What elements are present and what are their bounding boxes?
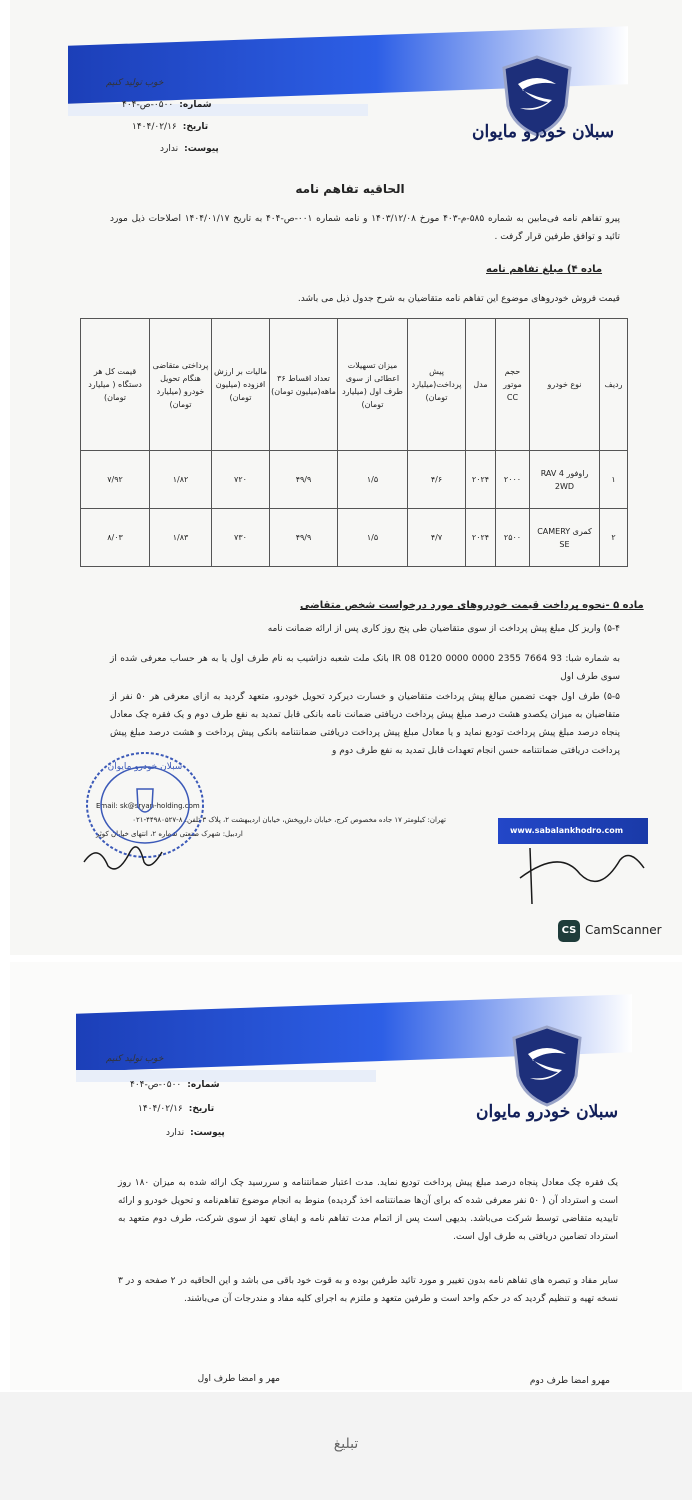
website-url: www.sabalankhodro.com [510, 826, 624, 835]
camscanner-logo-icon: CS [558, 920, 580, 942]
stamp-text: سبلان خودرو مایوان [107, 762, 183, 772]
letter-number [130, 1080, 220, 1090]
signature-left [78, 822, 168, 882]
article-5-heading: ماده ۵ -نحوه پرداخت قیمت خودروهای مورد درخواست شخص متقاضی [300, 600, 644, 611]
footer-email: Email: sk@sryan-holding.com [96, 802, 200, 810]
handwritten-note: خوب تولید کنیم [106, 1054, 164, 1064]
signature-right [510, 838, 650, 908]
table-cell: ۱ [600, 451, 628, 509]
table-cell: ۲۰۲۴ [466, 509, 496, 567]
table-cell: ۱/۸۲ [150, 451, 212, 509]
handwritten-note: خوب تولید کنیم [106, 78, 164, 88]
table-cell: ۴/۷ [408, 509, 466, 567]
letter-number-label: شماره: [187, 1080, 220, 1090]
letter-number-label: شماره: [179, 100, 212, 110]
price-table [80, 318, 628, 567]
ad-label: تبلیغ [333, 1436, 359, 1452]
intro-paragraph: پیرو تفاهم نامه فی‌مابین به شماره ۵۸۵-م-۴۰۳ مورخ ۱۴۰۳/۱۲/۰۸ و نامه شماره ۰۰۱-ص-۴۰۴ به تاریخ ۱۴۰۴/۰۱/۱۷ اصلاحات ذیل مورد تائید و توافق طرفین قرار گرفت . [110, 214, 621, 242]
sabalan-logo-icon [510, 1024, 584, 1108]
table-cell: ۱/۵ [338, 509, 408, 567]
document-page-2 [10, 962, 682, 1390]
page-2-paragraph-2: سایر مفاد و تبصره های تفاهم نامه بدون تغییر و مورد تائید طرفین بوده و به قوت خود باقی می باشد و این الحاقیه در ۲ صفحه و در ۳ نسخه تهیه و تنظیم گردید که در حکم واحد است و طرفین متعهد و ملتزم به اجرای کلیه مفاد و مندرجات آن می‌باشند. [118, 1276, 618, 1304]
table-cell: ۴۹/۹ [270, 509, 338, 567]
letter-attachment [166, 1128, 225, 1138]
letter-number-value: ۰۵۰۰-ص-۴۰۴ [122, 100, 174, 110]
footer-address-2: اردبیل: شهرک صنعتی شماره ۲، انتهای خیابان کوثر [96, 830, 243, 838]
letter-attachment-value: ندارد [160, 144, 179, 154]
table-row [81, 451, 628, 509]
letter-date-label: تاریخ: [188, 1104, 215, 1114]
clause-5-4: ۵-۴) واریز کل مبلغ پیش پرداخت از سوی متقاضیان طی پنج روز کاری پس از ارائه ضمانت نامه [267, 624, 620, 634]
table-cell: ۲۰۰۰ [496, 451, 530, 509]
letter-date-value: ۱۴۰۴/۰۲/۱۶ [132, 122, 177, 132]
table-header-cell: مدل [466, 319, 496, 451]
table-cell: ۲ [600, 509, 628, 567]
table-cell: ۱/۵ [338, 451, 408, 509]
table-cell: کمری CAMERY SE [530, 509, 600, 567]
company-name: سبلان خودرو مایوان [476, 1102, 619, 1122]
table-row [81, 509, 628, 567]
table-cell: ۷/۹۲ [81, 451, 150, 509]
article-4-text: قیمت فروش خودروهای موضوع این تفاهم نامه متقاضیان به شرح جدول ذیل می باشد. [297, 294, 620, 304]
header-light-band [76, 1070, 376, 1082]
document-title: الحاقیه تفاهم نامه [295, 182, 405, 196]
table-header-cell: نوع خودرو [530, 319, 600, 451]
table-header-cell: تعداد اقساط ۳۶ ماهه(میلیون تومان) [270, 319, 338, 451]
letter-number-value: ۰۵۰۰-ص-۴۰۴ [130, 1080, 182, 1090]
first-party-signature-label: مهر و امضا طرف اول [197, 1374, 280, 1384]
table-cell: ۷۲۰ [212, 451, 270, 509]
table-header-cell: حجم موتور CC [496, 319, 530, 451]
article-4-heading: ماده ۴) مبلغ تفاهم نامه [486, 264, 603, 275]
table-cell: ۷۳۰ [212, 509, 270, 567]
letter-number [122, 100, 212, 110]
table-cell: ۴/۶ [408, 451, 466, 509]
letter-date-value: ۱۴۰۴/۰۲/۱۶ [138, 1104, 183, 1114]
table-header-cell: پرداختی متقاضی هنگام تحویل خودرو (میلیارد تومان) [150, 319, 212, 451]
camscanner-label: CamScanner [585, 923, 662, 937]
table-cell: ۱/۸۳ [150, 509, 212, 567]
table-cell: ۲۰۲۴ [466, 451, 496, 509]
bank-details: به شماره شبا: IR 08 0120 0000 0000 2355 7664 93 بانک ملت شعبه دزاشیب به نام طرف اول یا به هر حساب معرفی شده از سوی طرف اول [110, 654, 620, 682]
letter-date-label: تاریخ: [182, 122, 209, 132]
camscanner-watermark [558, 918, 662, 944]
letter-attachment-label: پیوست: [190, 1128, 225, 1138]
table-cell: ۴۹/۹ [270, 451, 338, 509]
table-header-cell: مالیات بر ارزش افزوده (میلیون تومان) [212, 319, 270, 451]
page-2-paragraph-1: یک فقره چک معادل پنجاه درصد مبلغ پیش پرداخت تودیع نماید. مدت اعتبار ضمانتنامه و سررسید چک ارائه شده به میزان ۱۸۰ روز است و استرداد آن ( ۵۰ نفر معرفی شده که برای آن‌ها ضمانتنامه اخذ گردیده) منوط به انجام موضوع تفاهم‌نامه و تحویل خودرو و ارائه تاییدیه متقاضی توسط شرکت می‌باشد. بدیهی است پس از اتمام مدت تفاهم نامه و ایفای تعهد از سوی شرکت، طرف دوم متعهد به استرداد تضامین دریافتی به طرف اول است. [118, 1178, 619, 1242]
table-header-row [81, 319, 628, 451]
table-header-cell: میزان تسهیلات اعطائی از سوی طرف اول (میلیارد تومان) [338, 319, 408, 451]
company-name: سبلان خودرو مایوان [472, 122, 615, 142]
letter-attachment-label: پیوست: [184, 144, 219, 154]
letter-date [132, 122, 208, 132]
table-header-cell: پیش پرداخت(میلیارد تومان) [408, 319, 466, 451]
footer-address: تهران: کیلومتر ۱۷ جاده مخصوص کرج، خیابان داروپخش، خیابان اردیبهشت ۲، پلاک ۳ تلفن: ۸-۴۴۹۸۰۵۲۷-۰۲۱ [132, 816, 446, 824]
document-page-1 [10, 0, 682, 955]
clause-5-5: ۵-۵) طرف اول جهت تضمین مبالغ پیش پرداخت متقاضیان و خسارت دیرکرد تحویل خودرو، متعهد گردید به ازای معرفی هر ۵۰ نفر از متقاضیان به میزان یکصدو هشت درصد مبلغ پیش پرداخت دریافتی ضمانت نامه بانکی قابل تمدید به نفع طرف دوم و یک فقره چک معادل پنجاه درصد مبلغ پیش پرداخت تودیع نماید و یا معادل مبلغ پیش پرداخت دریافتی ضمانتنامه بانکی پیش پرداخت و هشت درصد مبلغ پیش پرداخت دریافتی ضمانتنامه حسن انجام تعهدات قابل تمدید به نفع طرف دوم و [110, 692, 620, 756]
table-header-cell: قیمت کل هر دستگاه ( میلیارد تومان) [81, 319, 150, 451]
table-header-cell: ردیف [600, 319, 628, 451]
table-cell: ۲۵۰۰ [496, 509, 530, 567]
letter-date [138, 1104, 214, 1114]
letter-attachment-value: ندارد [166, 1128, 185, 1138]
table-cell: راوفور RAV 4 2WD [530, 451, 600, 509]
header-light-band [68, 104, 368, 116]
letter-attachment [160, 144, 219, 154]
second-party-signature-label: مهرو امضا طرف دوم [529, 1376, 610, 1386]
table-cell: ۸/۰۳ [81, 509, 150, 567]
ad-banner[interactable] [0, 1392, 692, 1500]
